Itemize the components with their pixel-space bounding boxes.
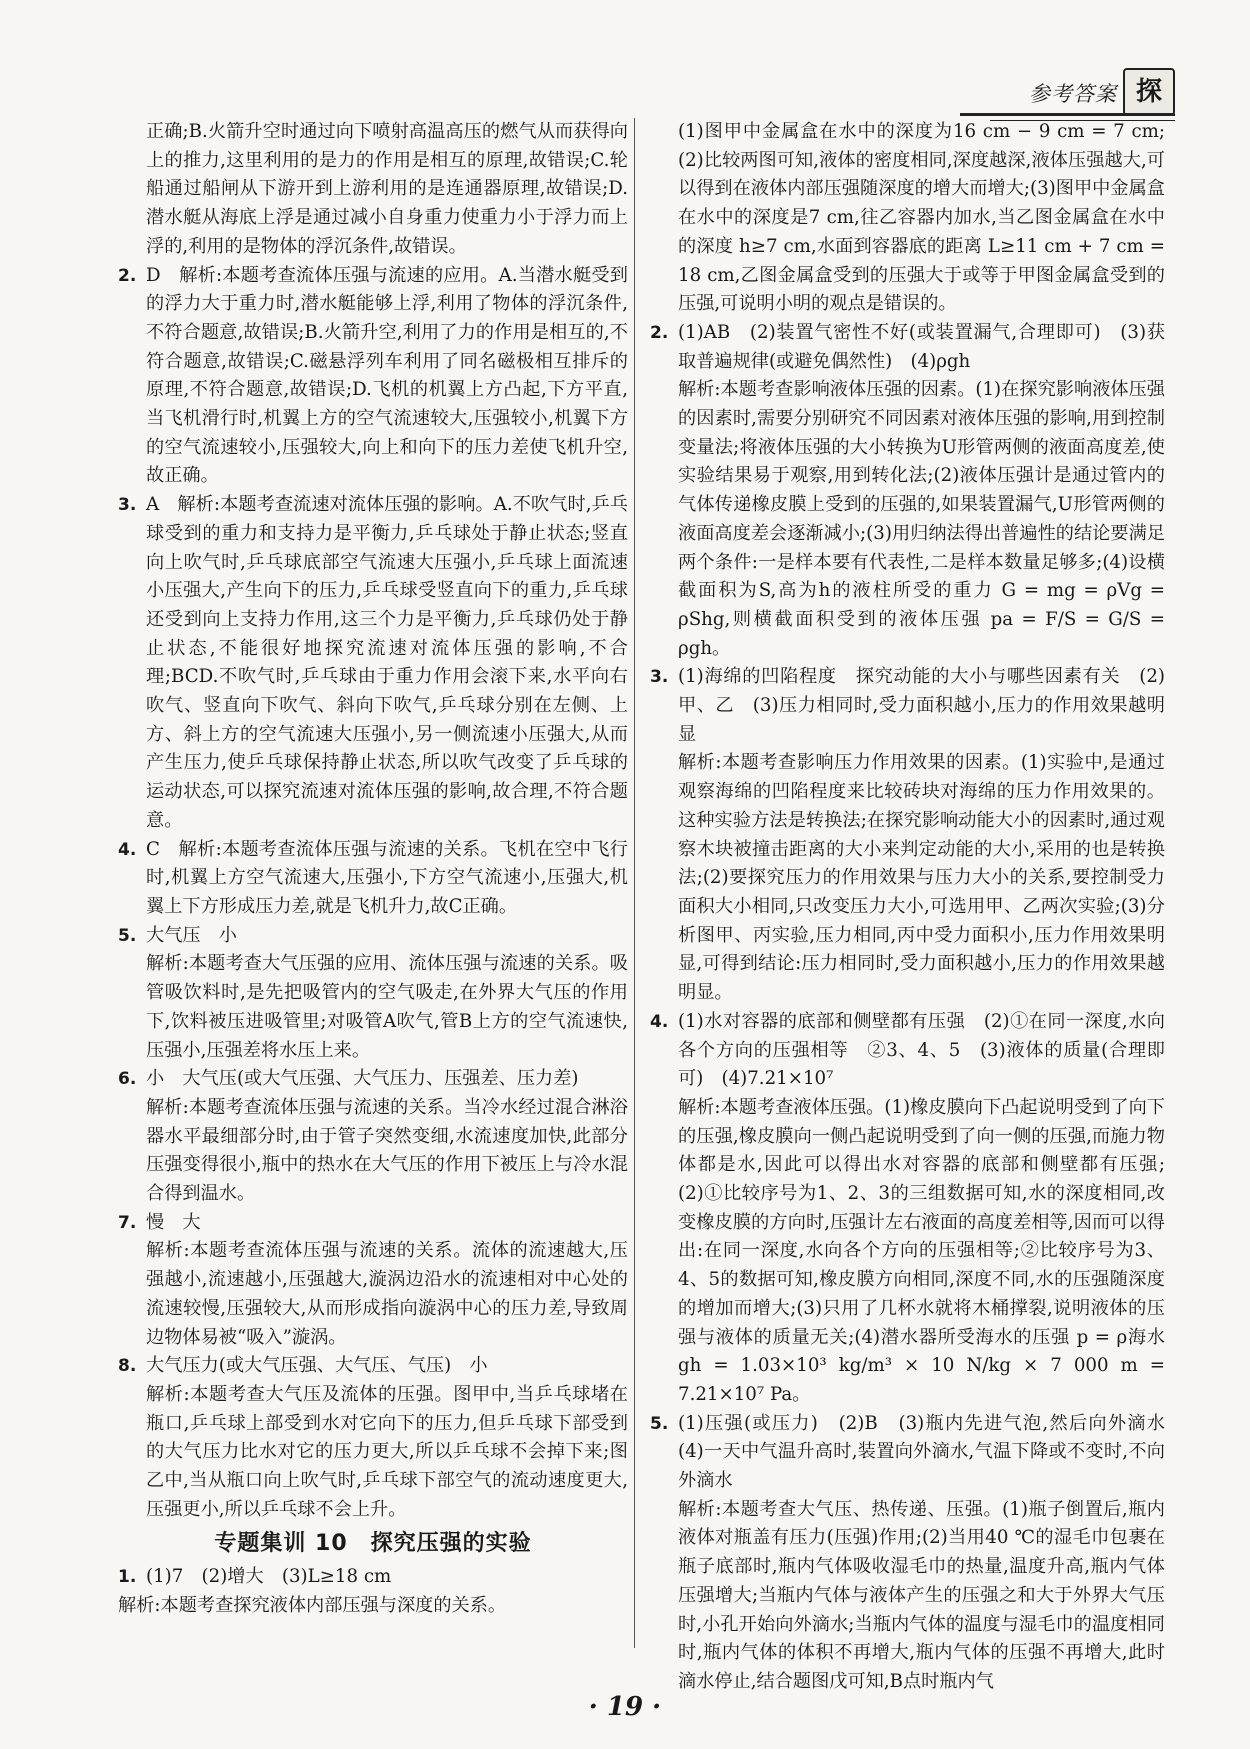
item-number: 6.	[118, 1069, 137, 1090]
item-number: 8.	[118, 1356, 137, 1377]
continued-answer: (1)图甲中金属盒在水中的深度为16 cm − 9 cm = 7 cm;(2)比较两图可知,液体的密度相同,深度越深,液体压强越大,可以得到在液体内部压强随深度的增大而增大;(3)图甲中金属盒在水中的深度是7 cm,往乙容器内加水,当乙图金属盒在水中的深度 h≥7 cm,水面到容器底的距离 L≥11 cm + 7 cm = 18 cm,乙图金属盒受到的压强大于或等于甲图金属盒受到的压强,可说明小明的观点是错误的。	[678, 121, 1165, 315]
column-divider	[634, 118, 635, 1648]
item-text: A 解析:本题考查流速对流体压强的影响。A.不吹气时,乒乓球受到的重力和支持力是平衡力,乒乓球处于静止状态;竖直向上吹气时,乒乓球底部空气流速大压强小,乒乓球上面流速小压强大,产生向下的压力,乒乓球受竖直向下的重力,乒乓球还受到向上支持力作用,这三个力是平衡力,乒乓球仍处于静止状态,不能很好地探究流速对流体压强的影响,不合理;BCD.不吹气时,乒乓球由于重力作用会滚下来,水平向右吹气、竖直向下吹气、斜向下吹气,乒乓球分别在左侧、上方、斜上方的空气流速大压强小,另一侧流速小压强大,从而产生压力,使乒乓球保持静止状态,所以吹气改变了乒乓球的运动状态,可以探究流速对流体压强的影响,故合理,不符合题意。	[146, 494, 628, 831]
item-number: 2.	[118, 265, 137, 286]
item-analysis: 解析:本题考查流体压强与流速的关系。流体的流速越大,压强越小,流速越小,压强越大,漩涡边沿水的流速相对中心处的流速较慢,压强较大,从而形成指向漩涡中心的压力差,导致周边物体易被“吸入”漩涡。	[146, 1240, 628, 1348]
brand-logo: 探	[1123, 68, 1175, 116]
item-answer: 大气压 小	[146, 924, 237, 946]
item-number: 4.	[650, 1011, 669, 1032]
answer-item-7	[118, 1209, 628, 1238]
item-number: 7.	[118, 1212, 137, 1233]
item-answer: 慢 大	[146, 1211, 201, 1233]
item-number: 1.	[118, 1567, 137, 1588]
header-rule	[960, 113, 1175, 116]
answer-item-2	[118, 262, 628, 492]
exercise-item-5	[650, 1410, 1184, 1496]
item-number: 3.	[650, 667, 669, 688]
item-answer: (1)海绵的凹陷程度 探究动能的大小与哪些因素有关 (2)甲、乙 (3)压力相同时,受力面积越小,压力的作用效果越明显	[678, 666, 1165, 745]
item-analysis: 解析:本题考查大气压、热传递、压强。(1)瓶子倒置后,瓶内液体对瓶盖有压力(压强)作用;(2)当用40 ℃的湿毛巾包裹在瓶子底部时,瓶内气体吸收湿毛巾的热量,温度升高,瓶内气体压强增大;当瓶内气体与液体产生的压强之和大于外界大气压时,小孔开始向外滴水;当瓶内气体的温度与湿毛巾的温度相同时,瓶内气体的体积不再增大,瓶内气体的压强不再增大,此时滴水停止,结合题图戊可知,B点时瓶内气	[678, 1498, 1165, 1692]
page-header	[960, 78, 1175, 108]
answer-item-3	[118, 491, 628, 835]
continued-answer: 正确;B.火箭升空时通过向下喷射高温高压的燃气从而获得向上的推力,这里利用的是力的作用是相互的原理,故错误;C.轮船通过船闸从下游开到上游利用的是连通器原理,故错误;D.潜水艇从海底上浮是通过减小自身重力使重力小于浮力而上浮的,利用的是物体的浮沉条件,故错误。	[146, 121, 628, 257]
item-number: 5.	[118, 925, 137, 946]
item-text: D 解析:本题考查流体压强与流速的应用。A.当潜水艇受到的浮力大于重力时,潜水艇能够上浮,利用了物体的浮沉条件,不符合题意,故错误;B.火箭升空,利用了力的作用是相互的,不符合题意,故错误;C.磁悬浮列车利用了同名磁极相互排斥的原理,不符合题意,故错误;D.飞机的机翼上方凸起,下方平直,当飞机滑行时,机翼上方的空气流速较大,压强较小,机翼下方的空气流速较小,压强较大,向上和向下的压力差使飞机升空,故正确。	[146, 264, 628, 487]
page-number: · 19 ·	[588, 1692, 662, 1722]
item-text: C 解析:本题考查流体压强与流速的关系。飞机在空中飞行时,机翼上方空气流速大,压强小,下方空气流速小,压强大,机翼上下方形成压力差,就是飞机升力,故C正确。	[146, 838, 628, 917]
right-column	[650, 118, 1184, 1697]
exercise-item-3	[650, 663, 1165, 749]
item-analysis: 解析:本题考查影响液体压强的因素。(1)在探究影响液体压强的因素时,需要分别研究不同因素对液体压强的影响,用到控制变量法;将液体压强的大小转换为U形管两侧的液面高度差,使实验结果易于观察,用到转化法;(2)液体压强计是通过管内的气体传递橡皮膜上受到的压强的,如果装置漏气,U形管两侧的液面高度差会逐渐减小;(3)用归纳法得出普遍性的结论要满足两个条件:一是样本要有代表性,二是样本数量足够多;(4)设横截面积为S,高为h的液柱所受的重力 G = mg = ρVg = ρShg,则横截面积受到的液体压强 pa = F/S = G/S = ρgh。	[678, 379, 1165, 659]
item-number: 3.	[118, 495, 137, 516]
item-analysis: 解析:本题考查流体压强与流速的关系。当冷水经过混合淋浴器水平最细部分时,由于管子突然变细,水流速度加快,此部分压强变得很小,瓶中的热水在大气压的作用下被压上与冷水混合得到温水。	[146, 1096, 628, 1205]
item-answer: (1)水对容器的底部和侧壁都有压强 (2)①在同一深度,水向各个方向的压强相等 ②3、4、5 (3)液体的质量(合理即可) (4)7.21×10⁷	[678, 1010, 1165, 1090]
answer-item-5	[118, 922, 628, 951]
item-analysis: 解析:本题考查大气压强的应用、流体压强与流速的关系。吸管吸饮料时,是先把吸管内的空气吸走,在外界大气压的作用下,饮料被压进吸管里;对吸管A吹气,管B上方的空气流速快,压强小,压强差将水压上来。	[146, 953, 628, 1061]
answer-item-6	[118, 1065, 628, 1094]
item-number: 5.	[650, 1413, 669, 1434]
section-title: 专题集训 10 探究压强的实验	[214, 1531, 532, 1557]
exercise-item-2	[650, 319, 1165, 376]
exercise-item-1	[118, 1563, 628, 1592]
left-column	[118, 118, 628, 1621]
item-analysis: 解析:本题考查液体压强。(1)橡皮膜向下凸起说明受到了向下的压强,橡皮膜向一侧凸起说明受到了向一侧的压强,而施力物体都是水,因此可以得出水对容器的底部和侧壁都有压强;(2)①比较序号为1、2、3的三组数据可知,水的深度相同,改变橡皮膜的方向时,压强计左右液面的高度差相等,因而可以得出:在同一深度,水向各个方向的压强相等;②比较序号为3、4、5的数据可知,橡皮膜方向相同,深度不同,水的压强随深度的增加而增大;(3)只用了几杯水就将木桶撑裂,说明液体的压强与液体的质量无关;(4)潜水器所受海水的压强 p = ρ海水gh = 1.03×10³ kg/m³ × 10 N/kg × 7 000 m = 7.21×10⁷ Pa。	[678, 1096, 1165, 1405]
item-analysis: 解析:本题考查探究液体内部压强与深度的关系。	[118, 1594, 507, 1616]
item-number: 4.	[118, 839, 137, 860]
item-analysis: 解析:本题考查影响压力作用效果的因素。(1)实验中,是通过观察海绵的凹陷程度来比较砖块对海绵的压力作用效果的。这种实验方法是转换法;在探究影响动能大小的因素时,通过观察木块被撞击距离的大小来判定动能的大小,采用的也是转换法;(2)要探究压力的作用效果与压力大小的关系,要控制受力面积大小相同,只改变压力大小,可选用甲、乙两次实验;(3)分析图甲、丙实验,压力相同,丙中受力面积小,压力作用效果明显,可得到结论:压力相同时,受力面积越小,压力的作用效果越明显。	[678, 752, 1165, 1004]
item-analysis: 解析:本题考查大气压及流体的压强。图甲中,当乒乓球堵在瓶口,乒乓球上部受到水对它向下的压力,但乒乓球下部受到的大气压力比水对它的压力更大,所以乒乓球不会掉下来;图乙中,当从瓶口向上吹气时,乒乓球下部空气的流动速度更大,压强更小,所以乒乓球不会上升。	[146, 1383, 628, 1520]
exercise-item-4	[650, 1008, 1165, 1094]
item-number: 2.	[650, 322, 669, 343]
item-answer: (1)AB (2)装置气密性不好(或装置漏气,合理即可) (3)获取普遍规律(或避免偶然性) (4)ρgh	[678, 321, 1165, 372]
item-answer: (1)压强(或压力) (2)B (3)瓶内先进气泡,然后向外滴水 (4)一天中气温升高时,装置向外滴水,气温下降或不变时,不向外滴水	[678, 1412, 1184, 1492]
item-answer: 小 大气压(或大气压强、大气压力、压强差、压力差)	[146, 1068, 579, 1090]
header-title: 参考答案	[1029, 82, 1117, 106]
item-answer: 大气压力(或大气压强、大气压、气压) 小	[146, 1355, 488, 1377]
answer-item-8	[118, 1352, 628, 1381]
answer-item-4	[118, 836, 628, 922]
item-answer: (1)7 (2)增大 (3)L≥18 cm	[146, 1566, 392, 1588]
